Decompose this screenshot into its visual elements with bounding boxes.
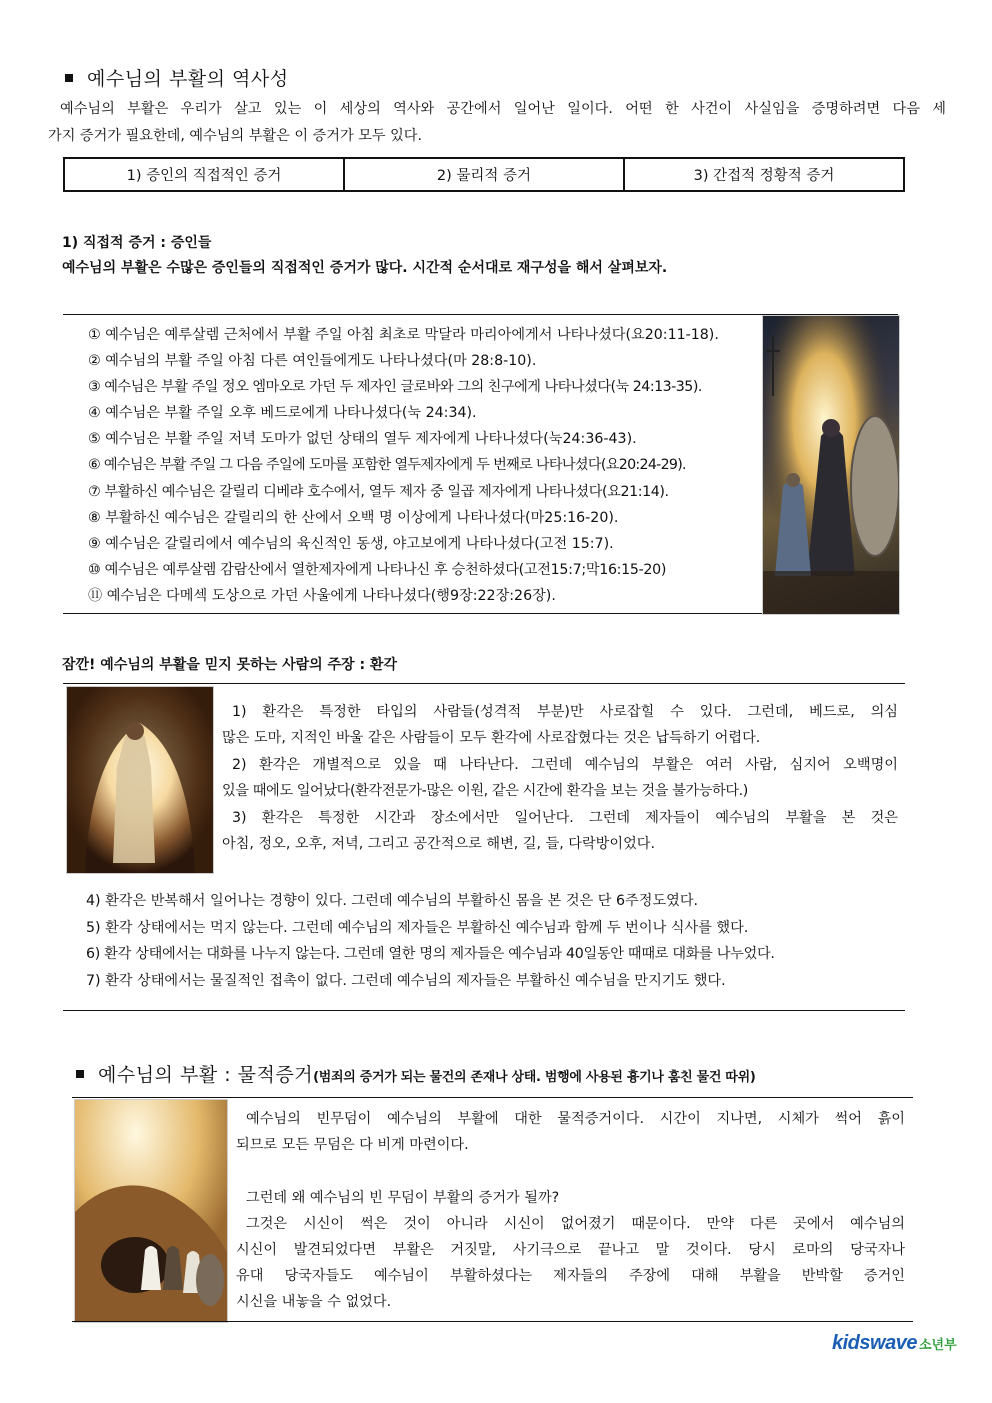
hallucination-p1b: 많은 도마, 지적인 바울 같은 사람들이 모두 환각에 사로잡혔다는 것은 납득하기 어렵다. — [222, 730, 761, 746]
list-item: ⑦ 부활하신 예수님은 갈릴리 디베랴 호수에서, 열두 제자 중 일곱 제자에게 나타나셨다(요21:14). — [88, 483, 669, 500]
list-item: 6) 환각 상태에서는 대화를 나누지 않는다. 그런데 열한 명의 제자들은 예수님과 40일동안 때때로 대화를 나누었다. — [86, 946, 775, 962]
hallucination-p2a: 2) 환각은 개별적으로 있을 때 나타난다. 그런데 예수님의 부활은 여러 사람, 심지어 오백명이 — [232, 757, 898, 773]
witnesses-heading: 1) 직접적 증거 : 증인들 — [62, 235, 212, 251]
intro-line-2: 가지 증거가 필요한데, 예수님의 부활은 이 증거가 모두 있다. — [48, 128, 423, 144]
divider — [63, 1010, 905, 1011]
empty-tomb-image — [74, 1099, 228, 1323]
list-item: ⑥ 예수님은 부활 주일 그 다음 주일에 도마를 포함한 열두제자에게 두 번째로 나타나셨다(요20:24-29). — [88, 457, 686, 474]
section-title-physical: 예수님의 부활 : 물적증거(범죄의 증거가 되는 물건의 존재나 상태. 범행에 사용된 흉기나 훔친 물건 따위) — [76, 1060, 755, 1087]
square-bullet-icon — [65, 74, 73, 82]
witnesses-subheading: 예수님의 부활은 수많은 증인들의 직접적인 증거가 많다. 시간적 순서대로 재구성을 해서 살펴보자. — [62, 260, 668, 276]
resurrection-tomb-image — [762, 315, 900, 615]
divider — [72, 1097, 913, 1098]
list-item: ④ 예수님은 부활 주일 오후 베드로에게 나타나셨다(눅 24:34). — [88, 405, 477, 422]
kidswave-logo: kidswave 소년부 — [832, 1332, 957, 1354]
list-item: 4) 환각은 반복해서 일어나는 경향이 있다. 그런데 예수님의 부활하신 몸을 본 것은 단 6주정도였다. — [86, 893, 699, 909]
list-item: ⑧ 부활하신 예수님은 갈릴리의 한 산에서 오백 명 이상에게 나타나셨다(마25:16-20). — [88, 509, 619, 526]
list-item: ⑪ 예수님은 다메섹 도상으로 가던 사울에게 나타나셨다(행9장:22장:26장). — [88, 587, 556, 604]
hallucination-p3b: 아침, 정오, 오후, 저녁, 그리고 공간적으로 해변, 길, 들, 다락방이었다. — [222, 836, 656, 852]
evidence-type-1: 1) 증인의 직접적인 증거 — [64, 158, 344, 191]
list-item: ③ 예수님은 부활 주일 정오 엠마오로 가던 두 제자인 글로바와 그의 친구에게 나타나셨다(눅 24:13-35). — [88, 379, 702, 396]
list-item: 7) 환각 상태에서는 물질적인 접촉이 없다. 그런데 예수님의 제자들은 부활하신 예수님을 만지기도 했다. — [86, 972, 726, 989]
list-item: ⑩ 예수님은 예루살렘 감람산에서 열한제자에게 나타나신 후 승천하셨다(고전15:7;막16:15-20) — [88, 561, 667, 578]
figure-in-light-illustration — [67, 687, 213, 873]
list-item: ② 예수님의 부활 주일 아침 다른 여인들에게도 나타나셨다(마 28:8-10). — [88, 353, 537, 370]
hallucination-p3a: 3) 환각은 특정한 시간과 장소에서만 일어난다. 그런데 제자들이 예수님의 부활을 본 것은 — [232, 810, 898, 826]
hallucination-p2b: 있을 때에도 일어났다(환각전문가-많은 이원, 같은 시간에 환각을 보는 것을 불가능하다.) — [222, 783, 748, 799]
physical-p2: 그런데 왜 예수님의 빈 무덤이 부활의 증거가 될까? — [246, 1190, 560, 1206]
tomb-illustration — [763, 316, 899, 614]
divider — [72, 1321, 913, 1322]
jesus-light-image — [66, 686, 214, 874]
list-item: ⑨ 예수님은 갈릴리에서 예수님의 육신적인 동생, 야고보에게 나타나셨다(고전 15:7). — [88, 535, 614, 552]
evidence-type-3: 3) 간접적 정황적 증거 — [624, 158, 904, 191]
list-item: 5) 환각 상태에서는 먹지 않는다. 그런데 예수님의 제자들은 부활하신 예수님과 함께 두 번이나 식사를 했다. — [86, 919, 749, 936]
divider — [63, 683, 905, 684]
physical-p3c: 유대 당국자들도 예수님이 부활하셨다는 제자들의 주장에 대해 부활을 반박할 증거인 — [236, 1268, 905, 1284]
physical-p3a: 그것은 시신이 썩은 것이 아니라 시신이 없어졌기 때문이다. 만약 다른 곳에서 예수님의 — [246, 1216, 905, 1232]
physical-p3d: 시신을 내놓을 수 없었다. — [236, 1294, 392, 1310]
hallucination-p1a: 1) 환각은 특정한 타입의 사람들(성격적 부분)만 사로잡힐 수 있다. 그런데, 베드로, 의심 — [232, 704, 898, 720]
list-item: ⑤ 예수님은 부활 주일 저녁 도마가 없던 상태의 열두 제자에게 나타나셨다(눅24:36-43). — [88, 431, 637, 448]
physical-p1a: 예수님의 빈무덤이 예수님의 부활에 대한 물적증거이다. 시간이 지나면, 시체가 썩어 흙이 — [246, 1111, 905, 1127]
witness-list — [88, 322, 719, 609]
physical-p3b: 시신이 발견되었다면 부활은 거짓말, 사기극으로 끝나고 말 것이다. 당시 로마의 당국자나 — [236, 1242, 905, 1258]
physical-p1b: 되므로 모든 무덤은 다 비게 마련이다. — [236, 1137, 469, 1153]
empty-tomb-illustration — [75, 1100, 227, 1322]
list-item: ① 예수님은 예루살렘 근처에서 부활 주일 아침 최초로 막달라 마리아에게서 나타나셨다(요20:11-18). — [88, 327, 719, 343]
hallucination-heading: 잠깐! 예수님의 부활을 믿지 못하는 사람의 주장 : 환각 — [62, 657, 397, 673]
evidence-types-table — [63, 157, 905, 192]
hallucination-more-list — [86, 888, 775, 994]
square-bullet-icon — [76, 1070, 84, 1078]
evidence-type-2: 2) 물리적 증거 — [344, 158, 624, 191]
intro-line-1: 예수님의 부활은 우리가 살고 있는 이 세상의 역사와 공간에서 일어난 일이다. 어떤 한 사건이 사실임을 증명하려면 다음 세 — [60, 101, 946, 117]
section-title-historicity: 예수님의 부활의 역사성 — [65, 64, 289, 91]
